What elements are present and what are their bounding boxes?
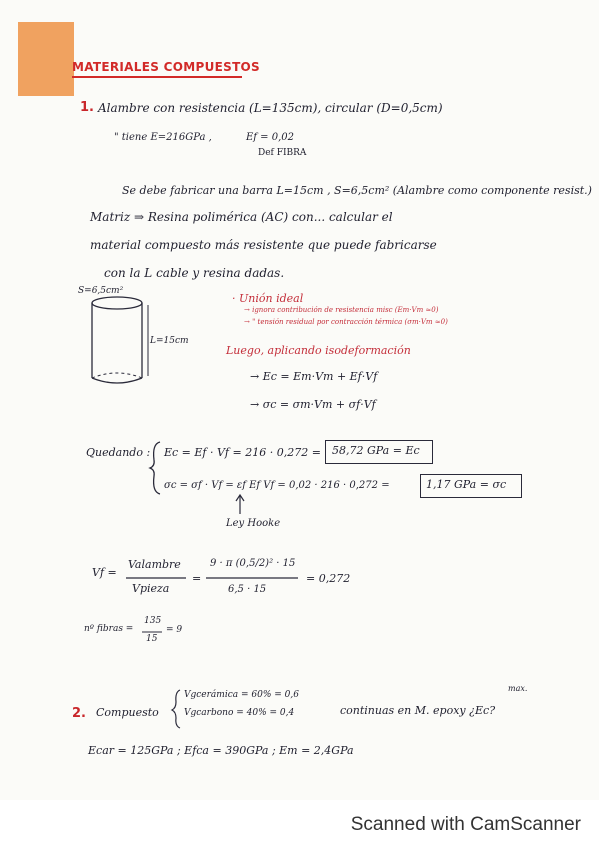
problem2-label: Compuesto: [96, 706, 159, 719]
problem1-line1: Alambre con resistencia (L=135cm), circular (D=0,5cm): [98, 101, 443, 115]
problem1-line3: Se debe fabricar una barra L=15cm , S=6,5cm² (Alambre como componente resist.): [122, 184, 592, 197]
problem2-v1: Vgcerámica = 60% = 0,6: [184, 690, 299, 700]
problem1-line2a: " tiene E=216GPa ,: [114, 132, 212, 143]
problem2-properties: Ecar = 125GPa ; Efca = 390GPa ; Em = 2,4GPa: [88, 744, 354, 757]
problem2-v2: Vgcarbono = 40% = 0,4: [184, 708, 295, 718]
result-row-2: σc = σf · Vf = εf Ef Vf = 0,02 · 216 · 0,272 =: [164, 480, 390, 491]
problem2-brace: [172, 690, 180, 728]
problem1-line6: con la L cable y resina dadas.: [104, 266, 285, 280]
system-brace: [150, 442, 160, 494]
cylinder-area-label: S=6,5cm²: [78, 286, 124, 296]
fibers-numerator: 135: [144, 616, 162, 626]
problem2-text: continuas en M. epoxy ¿Ec?: [340, 704, 496, 717]
result-row-1: Ec = Ef · Vf = 216 · 0,272 =: [164, 446, 321, 459]
camscanner-watermark: Scanned with CamScanner: [350, 814, 581, 835]
problem1-line4: Matriz ⇒ Resina polimérica (AC) con... calcular el: [90, 210, 393, 224]
union-note-2: → " tensión residual por contracción térmica (σm·Vm ≈0): [244, 318, 448, 326]
equation-sigma-c: → σc = σm·Vm + σf·Vf: [250, 398, 376, 411]
result-box-2-text: 1,17 GPa = σc: [426, 478, 507, 491]
cylinder-top-ellipse: [92, 297, 142, 309]
vf-equals: =: [192, 572, 202, 585]
vf-result: = 0,272: [306, 572, 351, 585]
problem2-number: 2.: [72, 706, 86, 721]
cylinder-bottom-front: [92, 378, 142, 383]
cylinder-length-label: L=15cm: [150, 336, 189, 346]
fibers-denominator: 15: [146, 634, 158, 644]
vf-denominator: Vpieza: [132, 582, 170, 595]
fibers-result: = 9: [166, 625, 183, 635]
isodeformation-text: Luego, aplicando isodeformación: [226, 344, 411, 357]
union-note-1: → ignora contribución de resistencia misc (Em·Vm ≈0): [244, 306, 439, 314]
page-title: MATERIALES COMPUESTOS: [72, 60, 260, 74]
fibers-label: nº fibras =: [84, 624, 134, 634]
union-title: · Unión ideal: [232, 292, 304, 305]
problem1-line2c: Def FIBRA: [258, 148, 307, 158]
hooke-label: Ley Hooke: [226, 518, 281, 529]
problem1-line5: material compuesto más resistente que puede fabricarse: [90, 238, 437, 252]
vf-label: Vf =: [92, 566, 117, 579]
problem1-number: 1.: [80, 100, 94, 115]
problem2-max: max.: [508, 684, 528, 693]
vf-numerator-2: 9 · π (0,5/2)² · 15: [210, 558, 296, 569]
problem1-line2b: Ef = 0,02: [246, 132, 295, 143]
cylinder-bottom-back: [92, 373, 142, 378]
equation-Ec: → Ec = Em·Vm + Ef·Vf: [250, 370, 378, 383]
quedando-label: Quedando :: [86, 446, 151, 459]
result-box-1-text: 58,72 GPa = Ec: [332, 444, 420, 457]
vf-numerator: Valambre: [128, 558, 181, 571]
vf-denominator-2: 6,5 · 15: [228, 584, 267, 595]
